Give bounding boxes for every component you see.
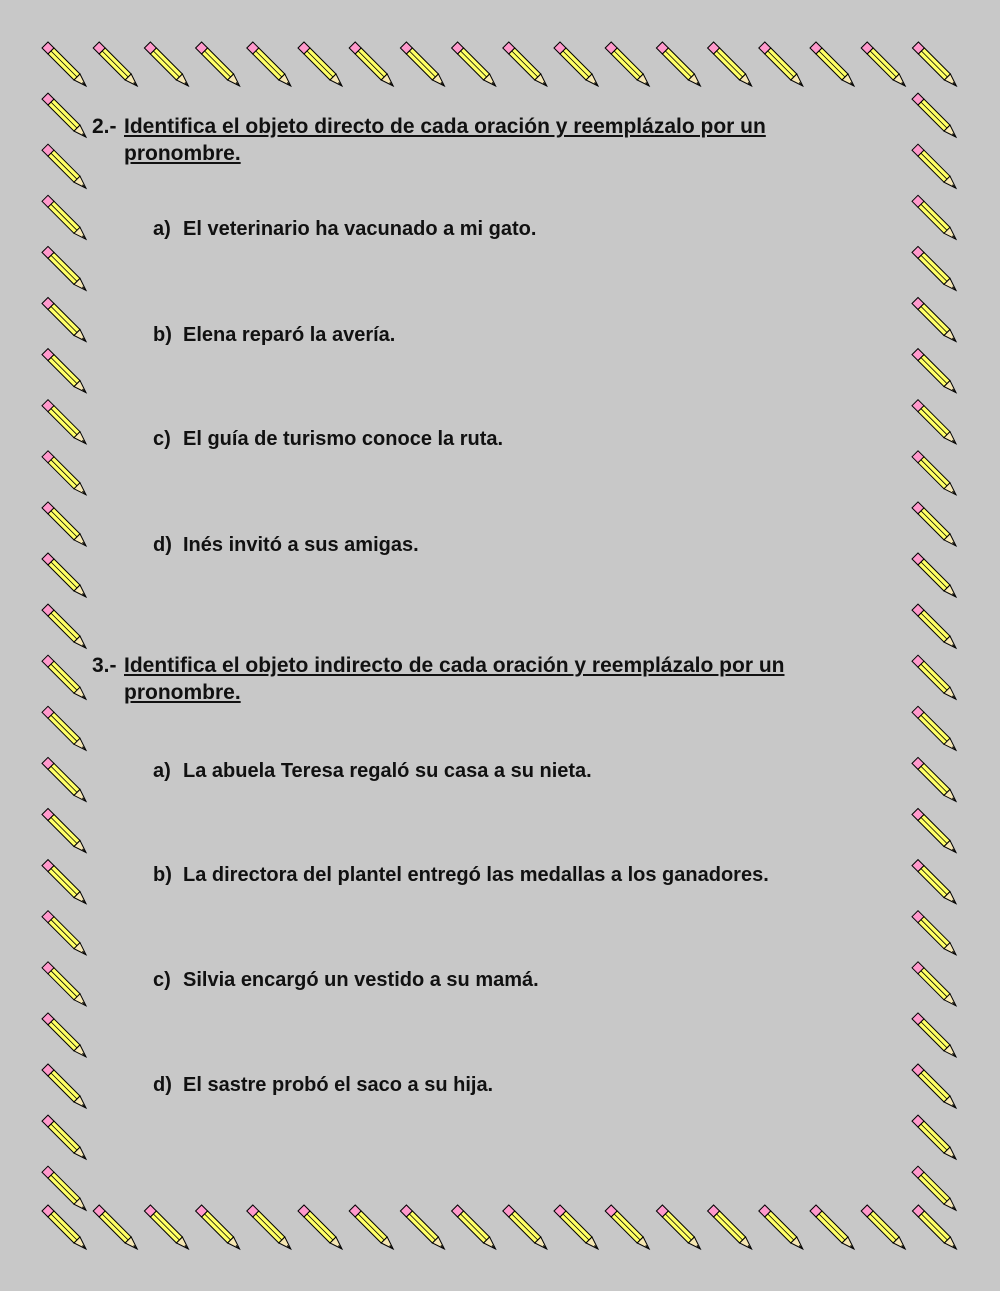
question-2-item-a [153,217,536,241]
question-2-item-d [153,533,419,557]
item-sentence: El veterinario ha vacunado a mi gato. [183,218,537,240]
question-3-title [92,652,872,706]
question-3-number: 3.- [92,654,117,677]
question-2-title [92,113,872,167]
question-2-number: 2.- [92,115,117,138]
question-3-item-a [153,759,592,783]
question-2-item-c [153,427,503,451]
question-2-item-b [153,323,395,347]
question-3-instruction: Identifica el objeto indirecto de cada oración y reemplázalo por un pronombre. [124,654,785,704]
item-sentence: La directora del plantel entregó las medallas a los ganadores. [183,864,769,886]
item-sentence: Silvia encargó un vestido a su mamá. [183,969,539,991]
item-sentence: El guía de turismo conoce la ruta. [183,428,504,450]
question-2-instruction: Identifica el objeto directo de cada oración y reemplázalo por un pronombre. [124,115,766,165]
item-letter: b) [153,324,172,346]
item-letter: c) [153,428,171,450]
question-3-item-d [153,1073,493,1097]
item-letter: c) [153,969,171,991]
item-letter: d) [153,1074,172,1096]
question-3-item-b [153,863,769,887]
item-letter: a) [153,760,171,782]
item-letter: d) [153,534,172,556]
item-sentence: Inés invitó a sus amigas. [183,534,419,556]
item-letter: b) [153,864,172,886]
question-3-item-c [153,968,539,992]
item-sentence: El sastre probó el saco a su hija. [183,1074,494,1096]
item-sentence: La abuela Teresa regaló su casa a su nieta. [183,760,592,782]
item-sentence: Elena reparó la avería. [183,324,396,346]
item-letter: a) [153,218,171,240]
